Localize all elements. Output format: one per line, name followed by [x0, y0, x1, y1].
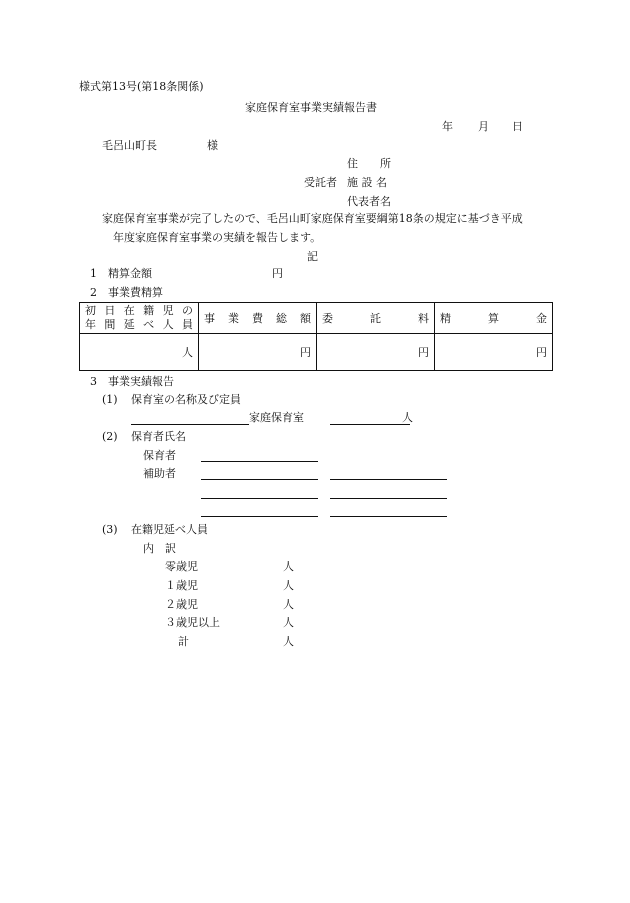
body-text-line2: 年度家庭保育室事業の実績を報告します。: [113, 231, 322, 244]
facility-name-suffix: 家庭保育室: [249, 411, 304, 424]
date-month: 月: [478, 120, 489, 133]
item2-label: 保育者氏名: [131, 430, 186, 443]
section1-unit: 円: [272, 267, 283, 280]
age-row-unit: 人: [283, 616, 294, 629]
section3-label: 事業実績報告: [108, 375, 174, 388]
capacity-blank[interactable]: [330, 424, 410, 425]
reporter-role: 受託者: [304, 176, 337, 189]
settlement-header: 精 算 金: [435, 303, 553, 334]
caregiver-label: 保育者: [143, 449, 176, 462]
assistant-name-blank[interactable]: [330, 498, 447, 499]
document-title: 家庭保育室事業実績報告書: [245, 101, 377, 114]
ki-heading: 記: [307, 250, 318, 263]
commission-value-cell[interactable]: 円: [317, 334, 435, 371]
enrolled-value-cell[interactable]: 人: [80, 334, 199, 371]
addressee-honorific: 様: [207, 139, 218, 152]
assistant-label: 補助者: [143, 467, 176, 480]
assistant-name-blank[interactable]: [201, 479, 318, 480]
addressee-name: 毛呂山町長: [102, 139, 157, 152]
section1-label: 精算金額: [108, 267, 152, 280]
total-cost-header: 事 業 費 総 額: [199, 303, 317, 334]
section2-label: 事業費精算: [108, 286, 163, 299]
enrolled-header-cell: [80, 303, 199, 334]
assistant-name-blank[interactable]: [201, 516, 318, 517]
capacity-unit: 人: [402, 411, 413, 424]
breakdown-label: 内 訳: [143, 542, 176, 555]
enrolled-header-line1: 初 日 在 籍 児 の: [85, 304, 193, 317]
date-year: 年: [442, 120, 453, 133]
form-number: 様式第13号(第18条関係): [79, 80, 204, 93]
total-cost-value-cell[interactable]: 円: [199, 334, 317, 371]
age-row-label: ２歳児: [165, 598, 198, 611]
item3-label: 在籍児延べ人員: [131, 523, 208, 536]
date-day: 日: [512, 120, 523, 133]
caregiver-name-blank[interactable]: [201, 461, 318, 462]
age-row-label: ３歳児以上: [165, 616, 220, 629]
total-row-label: 計: [178, 635, 189, 648]
age-row-unit: 人: [283, 579, 294, 592]
age-row-unit: 人: [283, 598, 294, 611]
commission-header: 委 託 料: [317, 303, 435, 334]
enrolled-header-line2: 年 間 延 べ 人 員: [85, 318, 193, 331]
representative-label: 代表者名: [347, 195, 391, 208]
item3-number: (3): [102, 523, 118, 536]
address-label: 住 所: [347, 157, 391, 170]
age-row-unit: 人: [283, 560, 294, 573]
section2-number: 2: [90, 286, 97, 299]
item2-number: (2): [102, 430, 118, 443]
assistant-name-blank[interactable]: [330, 479, 447, 480]
age-row-label: 零歳児: [165, 560, 198, 573]
assistant-name-blank[interactable]: [330, 516, 447, 517]
assistant-name-blank[interactable]: [201, 498, 318, 499]
total-row-unit: 人: [283, 635, 294, 648]
facility-name-label: 施 設 名: [347, 176, 387, 189]
item1-label: 保育室の名称及び定員: [131, 393, 241, 406]
settlement-value-cell[interactable]: 円: [435, 334, 553, 371]
body-text-line1: 家庭保育室事業が完了したので、毛呂山町家庭保育室要綱第18条の規定に基づき平成: [102, 212, 523, 225]
section3-number: 3: [90, 375, 97, 388]
settlement-table: [79, 302, 553, 371]
section1-number: 1: [90, 267, 97, 280]
item1-number: (1): [102, 393, 118, 406]
facility-name-blank[interactable]: [131, 424, 249, 425]
age-row-label: １歳児: [165, 579, 198, 592]
